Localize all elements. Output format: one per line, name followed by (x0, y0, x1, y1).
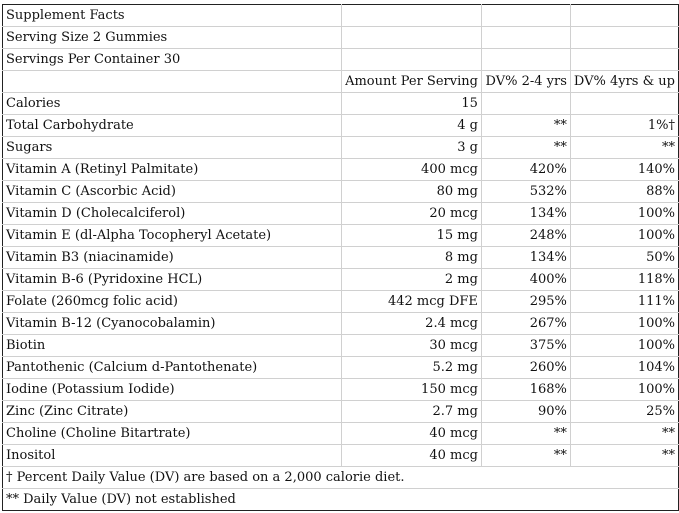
nutrient-name[interactable]: Vitamin B3 (niacinamide) (3, 247, 342, 269)
nutrient-amount[interactable]: 15 mg (342, 225, 482, 247)
nutrient-amount[interactable]: 15 (342, 93, 482, 115)
nutrient-name[interactable]: Sugars (3, 137, 342, 159)
nutrient-amount[interactable]: 5.2 mg (342, 357, 482, 379)
dv-2-4-value[interactable] (481, 93, 570, 115)
nutrient-amount[interactable]: 40 mcg (342, 445, 482, 467)
nutrient-amount[interactable]: 2.7 mg (342, 401, 482, 423)
nutrient-name[interactable]: Iodine (Potassium Iodide) (3, 379, 342, 401)
dv-2-4-value[interactable]: 532% (481, 181, 570, 203)
nutrient-name[interactable]: Total Carbohydrate (3, 115, 342, 137)
dv-2-4-value[interactable]: 295% (481, 291, 570, 313)
dv-2-4-value[interactable]: ** (481, 445, 570, 467)
table-row (3, 357, 679, 379)
dv-4-up-value[interactable]: 100% (570, 203, 678, 225)
dv-4-up-value[interactable]: 118% (570, 269, 678, 291)
dv-4-up-value[interactable]: 25% (570, 401, 678, 423)
nutrient-amount[interactable]: 8 mg (342, 247, 482, 269)
dv-4-up-value[interactable]: 100% (570, 313, 678, 335)
dv-4-up-value[interactable]: 100% (570, 335, 678, 357)
nutrient-amount[interactable]: 2.4 mcg (342, 313, 482, 335)
dv-2-4-value[interactable]: 134% (481, 203, 570, 225)
nutrient-amount[interactable]: 400 mcg (342, 159, 482, 181)
servings-per-container[interactable]: Servings Per Container 30 (3, 49, 342, 71)
serving-size[interactable]: Serving Size 2 Gummies (3, 27, 342, 49)
nutrient-amount[interactable]: 40 mcg (342, 423, 482, 445)
dv-4-up-value[interactable]: 100% (570, 379, 678, 401)
dv-2-4-value[interactable]: ** (481, 137, 570, 159)
dv-2-4-value[interactable]: 134% (481, 247, 570, 269)
table-row (3, 445, 679, 467)
dv-2-4-value[interactable]: 90% (481, 401, 570, 423)
dv-4-up-value[interactable]: 140% (570, 159, 678, 181)
table-row (3, 93, 679, 115)
nutrient-amount[interactable]: 4 g (342, 115, 482, 137)
header-amount[interactable]: Amount Per Serving (342, 71, 482, 93)
nutrient-name[interactable]: Pantothenic (Calcium d-Pantothenate) (3, 357, 342, 379)
dv-4-up-value[interactable] (570, 93, 678, 115)
nutrient-amount[interactable]: 30 mcg (342, 335, 482, 357)
nutrient-name[interactable]: Vitamin C (Ascorbic Acid) (3, 181, 342, 203)
dv-2-4-value[interactable]: 420% (481, 159, 570, 181)
dv-2-4-value[interactable]: 260% (481, 357, 570, 379)
nutrient-name[interactable]: Calories (3, 93, 342, 115)
nutrient-name[interactable]: Vitamin B-6 (Pyridoxine HCL) (3, 269, 342, 291)
nutrient-amount[interactable]: 3 g (342, 137, 482, 159)
table-row (3, 137, 679, 159)
table-row (3, 291, 679, 313)
table-row (3, 181, 679, 203)
footnote-dagger[interactable]: † Percent Daily Value (DV) are based on a 2,000 calorie diet. (3, 467, 679, 489)
table-row (3, 115, 679, 137)
table-row (3, 423, 679, 445)
nutrient-name[interactable]: Biotin (3, 335, 342, 357)
table-row (3, 203, 679, 225)
nutrient-name[interactable]: Zinc (Zinc Citrate) (3, 401, 342, 423)
header-dv-4-up[interactable]: DV% 4yrs & up (570, 71, 678, 93)
nutrient-name[interactable]: Choline (Choline Bitartrate) (3, 423, 342, 445)
dv-4-up-value[interactable]: 50% (570, 247, 678, 269)
dv-2-4-value[interactable]: ** (481, 115, 570, 137)
table-row (3, 313, 679, 335)
table-row (3, 247, 679, 269)
dv-2-4-value[interactable]: 400% (481, 269, 570, 291)
dv-2-4-value[interactable]: 375% (481, 335, 570, 357)
dv-4-up-value[interactable]: 1%† (570, 115, 678, 137)
dv-2-4-value[interactable]: 248% (481, 225, 570, 247)
table-row (3, 159, 679, 181)
dv-4-up-value[interactable]: ** (570, 137, 678, 159)
nutrient-amount[interactable]: 442 mcg DFE (342, 291, 482, 313)
table-row (3, 335, 679, 357)
dv-4-up-value[interactable]: ** (570, 445, 678, 467)
nutrient-name[interactable]: Vitamin D (Cholecalciferol) (3, 203, 342, 225)
footnote-double-star[interactable]: ** Daily Value (DV) not established (3, 489, 679, 511)
dv-2-4-value[interactable]: 267% (481, 313, 570, 335)
table-row (3, 269, 679, 291)
supplement-facts-table (2, 4, 679, 511)
nutrient-amount[interactable]: 150 mcg (342, 379, 482, 401)
dv-2-4-value[interactable]: ** (481, 423, 570, 445)
facts-title[interactable]: Supplement Facts (3, 5, 342, 27)
dv-4-up-value[interactable]: 100% (570, 225, 678, 247)
nutrient-amount[interactable]: 20 mcg (342, 203, 482, 225)
nutrient-name[interactable]: Inositol (3, 445, 342, 467)
nutrient-amount[interactable]: 2 mg (342, 269, 482, 291)
table-row (3, 401, 679, 423)
table-row (3, 379, 679, 401)
dv-4-up-value[interactable]: 88% (570, 181, 678, 203)
header-dv-2-4[interactable]: DV% 2-4 yrs (481, 71, 570, 93)
dv-4-up-value[interactable]: 104% (570, 357, 678, 379)
dv-4-up-value[interactable]: 111% (570, 291, 678, 313)
dv-2-4-value[interactable]: 168% (481, 379, 570, 401)
nutrient-name[interactable]: Vitamin A (Retinyl Palmitate) (3, 159, 342, 181)
nutrient-name[interactable]: Folate (260mcg folic acid) (3, 291, 342, 313)
table-row (3, 225, 679, 247)
nutrient-name[interactable]: Vitamin E (dl-Alpha Tocopheryl Acetate) (3, 225, 342, 247)
nutrient-name[interactable]: Vitamin B-12 (Cyanocobalamin) (3, 313, 342, 335)
dv-4-up-value[interactable]: ** (570, 423, 678, 445)
nutrient-amount[interactable]: 80 mg (342, 181, 482, 203)
